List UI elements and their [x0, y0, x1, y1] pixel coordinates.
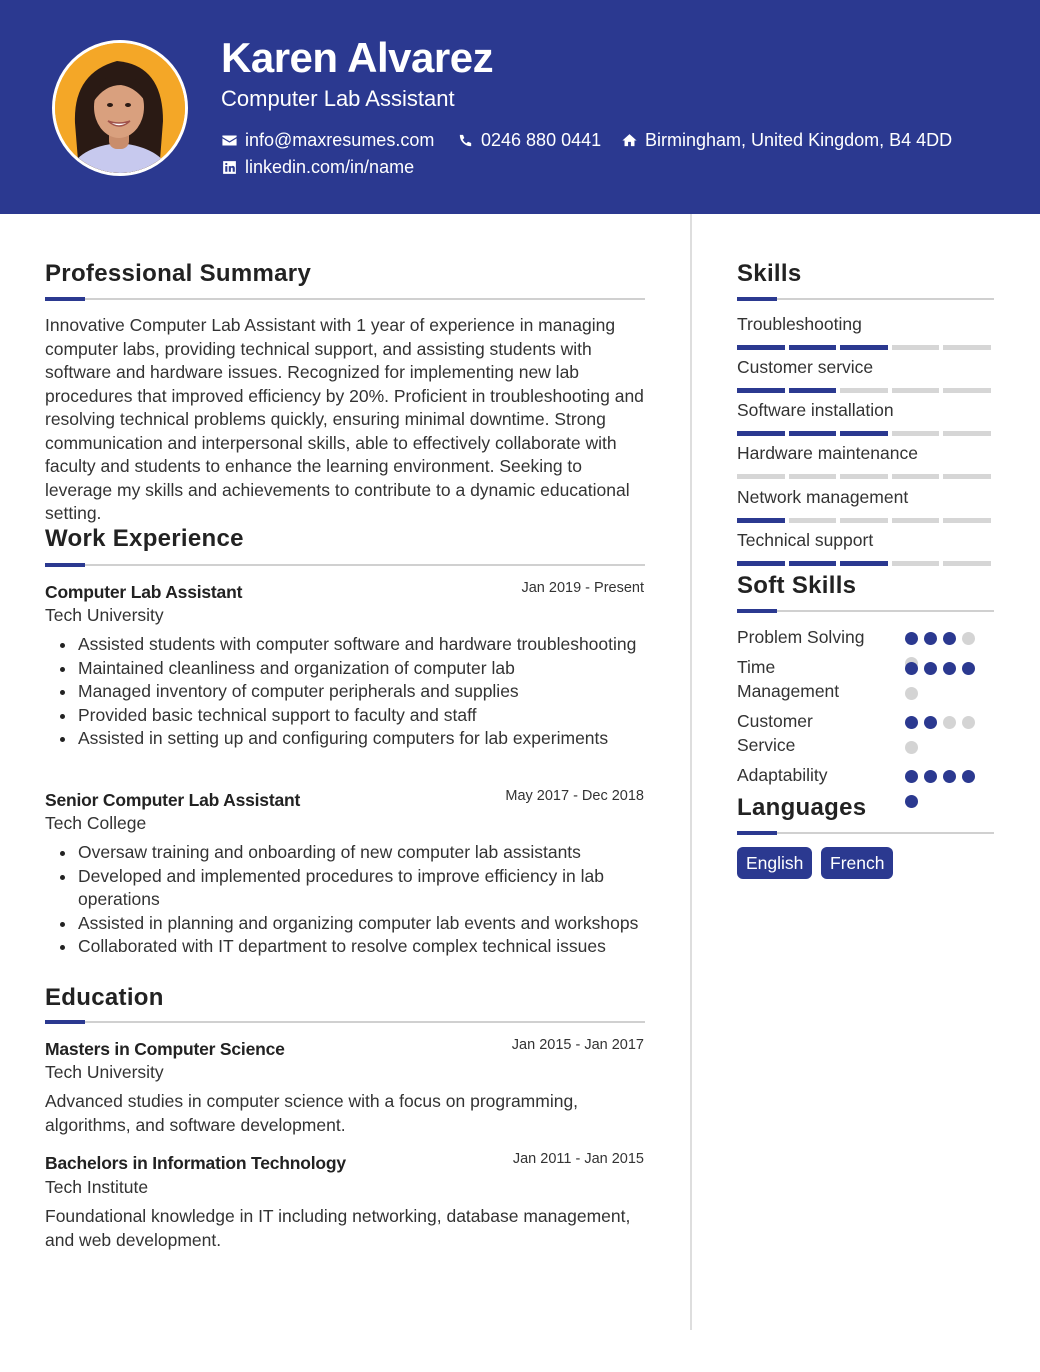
skill-segment-empty [892, 474, 940, 479]
list-item: Provided basic technical support to faculty and staff [45, 704, 645, 728]
candidate-name: Karen Alvarez [221, 34, 494, 81]
skill-item [737, 443, 993, 479]
soft-skill-name: Adaptability [737, 765, 828, 785]
job-bullets [45, 841, 645, 959]
skill-segment-filled [737, 431, 785, 436]
skill-segment-filled [840, 561, 888, 566]
job-dates: May 2017 - Dec 2018 [505, 788, 644, 804]
rating-dot-filled [962, 770, 975, 783]
experience-rule [45, 564, 645, 566]
list-item: Developed and implemented procedures to improve efficiency in lab operations [45, 865, 645, 912]
summary-rule [45, 298, 645, 300]
skill-segment-filled [737, 345, 785, 350]
rating-dot-empty [962, 716, 975, 729]
skill-segment-empty [943, 431, 991, 436]
rating-dot-filled [943, 632, 956, 645]
column-divider [690, 214, 692, 1330]
soft-skill-name: Time Management [737, 657, 840, 701]
soft-skill-item [737, 656, 993, 703]
rating-dot-filled [962, 662, 975, 675]
linkedin-icon [221, 159, 238, 176]
home-icon [621, 132, 638, 149]
skill-name: Customer service [737, 357, 874, 377]
skill-segment-filled [789, 431, 837, 436]
skill-level-bar [737, 345, 993, 350]
skill-level-bar [737, 388, 993, 393]
linkedin-text: linkedin.com/in/name [245, 157, 415, 177]
phone-text: 0246 880 0441 [481, 130, 602, 150]
rating-dot-filled [905, 795, 918, 808]
list-item: Assisted in planning and organizing computer lab events and workshops [45, 912, 645, 936]
education-heading: Education [45, 984, 164, 1011]
skill-segment-filled [737, 518, 785, 523]
skill-segment-empty [892, 431, 940, 436]
skill-segment-empty [943, 345, 991, 350]
rating-dot-filled [924, 632, 937, 645]
skill-segment-empty [892, 561, 940, 566]
education-rule [45, 1021, 645, 1023]
skill-segment-empty [789, 474, 837, 479]
skill-level-bar [737, 561, 993, 566]
skill-segment-empty [892, 518, 940, 523]
contact-address [621, 130, 952, 151]
soft-skill-item [737, 626, 993, 650]
skill-segment-empty [840, 518, 888, 523]
skill-segment-filled [840, 431, 888, 436]
skill-segment-empty [840, 474, 888, 479]
job-dates: Jan 2019 - Present [521, 580, 644, 596]
skill-item [737, 400, 993, 436]
job-bullets [45, 633, 645, 751]
list-item: Oversaw training and onboarding of new computer lab assistants [45, 841, 645, 865]
envelope-icon [221, 132, 238, 149]
summary-text: Innovative Computer Lab Assistant with 1 year of experience in managing computer labs, providing technical support, and assisting students with software and hardware issues. Recognized for implementing new lab procedures that improved efficiency by 20%. Proficient in troubleshooting and resolving technical problems quickly, ensuring minimal downtime. Strong communication and interpersonal skills, able to effectively collaborate with faculty and students to enhance the learning environment. Seeking to leverage my skills and achievements to contribute to a dynamic educational setting. [45, 315, 644, 523]
skill-segment-empty [892, 388, 940, 393]
soft-skills-rule [737, 610, 994, 612]
school-name: Tech University [45, 1062, 164, 1082]
skill-name: Software installation [737, 400, 894, 420]
degree-description: Foundational knowledge in IT including networking, database management, and web development. [45, 1206, 631, 1250]
skill-segment-filled [789, 345, 837, 350]
skill-item [737, 314, 993, 350]
rating-dot-filled [905, 770, 918, 783]
rating-dot-empty [962, 632, 975, 645]
skill-segment-empty [943, 518, 991, 523]
phone-icon [457, 132, 474, 149]
contact-phone[interactable] [457, 130, 601, 151]
skill-name: Technical support [737, 530, 874, 550]
soft-skill-name: Customer Service [737, 711, 813, 755]
list-item: Assisted in setting up and configuring computers for lab experiments [45, 727, 645, 751]
skill-segment-filled [737, 561, 785, 566]
soft-skill-name: Problem Solving [737, 627, 865, 647]
skill-level-bar [737, 474, 993, 479]
rating-dot-filled [924, 662, 937, 675]
skill-level-bar [737, 518, 993, 523]
skill-segment-empty [943, 388, 991, 393]
soft-skill-item [737, 764, 993, 788]
skill-name: Network management [737, 487, 909, 507]
skill-item [737, 487, 993, 523]
degree-title: Masters in Computer Science [45, 1039, 285, 1059]
soft-skill-rating [905, 716, 981, 754]
skill-segment-filled [840, 345, 888, 350]
rating-dot-filled [905, 632, 918, 645]
experience-heading: Work Experience [45, 525, 244, 552]
rating-dot-empty [943, 716, 956, 729]
email-text: info@maxresumes.com [245, 130, 435, 150]
resume-header [0, 0, 1040, 214]
skills-heading: Skills [737, 260, 802, 287]
rating-dot-filled [943, 662, 956, 675]
skill-level-bar [737, 431, 993, 436]
list-item: Maintained cleanliness and organization of computer lab [45, 657, 645, 681]
skill-segment-empty [943, 561, 991, 566]
contact-linkedin[interactable] [221, 157, 414, 178]
job-title: Senior Computer Lab Assistant [45, 790, 301, 810]
candidate-title: Computer Lab Assistant [221, 86, 455, 111]
rating-dot-filled [943, 770, 956, 783]
summary-heading: Professional Summary [45, 260, 312, 287]
rating-dot-filled [924, 770, 937, 783]
skill-segment-empty [789, 518, 837, 523]
skill-segment-filled [789, 388, 837, 393]
skill-name: Troubleshooting [737, 314, 862, 334]
list-item: Assisted students with computer software and hardware troubleshooting [45, 633, 645, 657]
address-text: Birmingham, United Kingdom, B4 4DD [645, 130, 953, 150]
list-item: Managed inventory of computer peripherals and supplies [45, 680, 645, 704]
skill-item [737, 357, 993, 393]
soft-skills-heading: Soft Skills [737, 572, 857, 599]
contact-email[interactable] [221, 130, 434, 151]
skills-rule [737, 298, 994, 300]
skill-segment-filled [737, 388, 785, 393]
degree-dates: Jan 2011 - Jan 2015 [512, 1151, 644, 1167]
job-org: Tech College [45, 813, 147, 833]
job-org: Tech University [45, 605, 164, 625]
person-portrait-icon [55, 43, 185, 173]
skill-item [737, 530, 993, 566]
skill-name: Hardware maintenance [737, 443, 918, 463]
rating-dot-filled [905, 716, 918, 729]
skill-segment-empty [943, 474, 991, 479]
degree-dates: Jan 2015 - Jan 2017 [511, 1037, 644, 1053]
degree-title: Bachelors in Information Technology [45, 1153, 346, 1173]
school-name: Tech Institute [45, 1177, 149, 1197]
skill-segment-empty [737, 474, 785, 479]
soft-skill-item [737, 710, 993, 757]
skill-segment-filled [789, 561, 837, 566]
soft-skill-rating [905, 770, 981, 808]
soft-skill-rating [905, 662, 981, 700]
job-title: Computer Lab Assistant [45, 582, 243, 602]
rating-dot-filled [924, 716, 937, 729]
language-tag: French [821, 847, 893, 879]
profile-photo [52, 40, 188, 176]
skill-segment-empty [892, 345, 940, 350]
rating-dot-empty [905, 687, 918, 700]
rating-dot-empty [905, 741, 918, 754]
languages-rule [737, 832, 994, 834]
language-tag: English [737, 847, 812, 879]
list-item: Collaborated with IT department to resolve complex technical issues [45, 935, 645, 959]
languages-heading: Languages [737, 794, 867, 821]
rating-dot-filled [905, 662, 918, 675]
degree-description: Advanced studies in computer science with a focus on programming, algorithms, and software development. [45, 1091, 579, 1135]
skill-segment-empty [840, 388, 888, 393]
